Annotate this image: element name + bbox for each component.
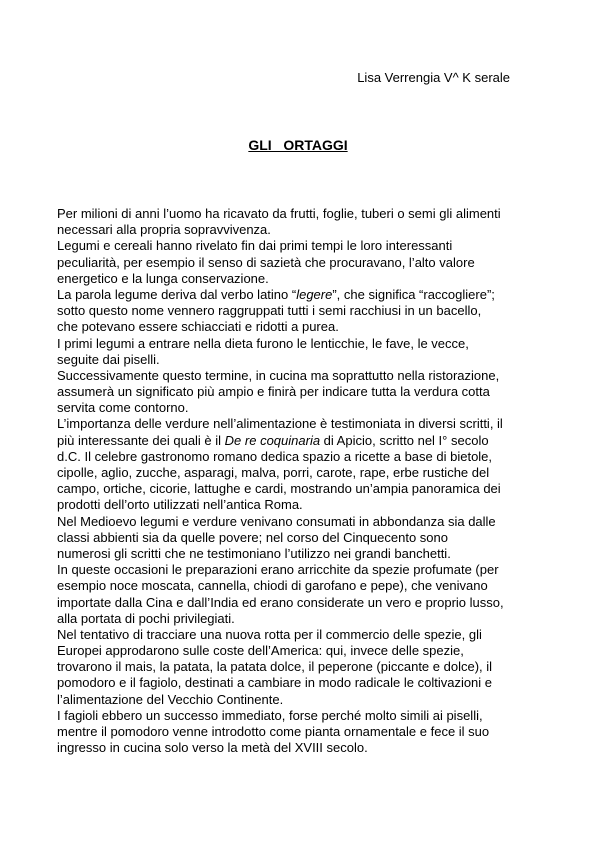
text-line (57, 708, 557, 724)
text-segment: sotto questo nome vennero raggruppati tutti i semi racchiusi in un bacello, (57, 303, 482, 319)
text-segment: alla portata di pochi privilegiati. (57, 610, 235, 626)
text-segment: ”, che significa “raccogliere”; (332, 286, 495, 302)
text-line (57, 271, 557, 287)
text-segment: classi abbienti sia da quelle povere; nel corso del Cinquecento sono (57, 529, 448, 545)
text-line (57, 465, 557, 481)
text-segment: assumerà un significato più ampio e finirà per indicare tutta la verdura cotta (57, 384, 490, 400)
text-line (57, 400, 557, 416)
text-line (57, 336, 557, 352)
author-line: Lisa Verrengia V^ K serale (357, 70, 510, 85)
text-segment: I fagioli ebbero un successo immediato, forse perché molto simili ai piselli, (57, 707, 483, 723)
text-line (57, 562, 557, 578)
text-segment: campo, ortiche, cicorie, lattughe e cardi, mostrando un’ampia panoramica dei (57, 481, 501, 497)
document-title: GLI ORTAGGI (248, 137, 348, 153)
text-segment: In queste occasioni le preparazioni erano arricchite da spezie profumate (per (57, 562, 499, 578)
text-line (57, 481, 557, 497)
text-segment: Legumi e cereali hanno rivelato fin dai primi tempi le loro interessanti (57, 238, 453, 254)
text-line (57, 497, 557, 513)
text-segment: energetico e la lunga conservazione. (57, 270, 269, 286)
text-segment: esempio noce moscata, cannella, chiodi di garofano e pepe), che venivano (57, 578, 488, 594)
text-segment: di Apicio, scritto nel I° secolo (320, 432, 489, 448)
text-line (57, 611, 557, 627)
text-segment: Europei approdarono sulle coste dell’America: qui, invece delle spezie, (57, 643, 464, 659)
text-line (57, 287, 557, 303)
text-line (57, 514, 557, 530)
text-segment: numerosi gli scritti che ne testimoniano l’utilizzo nei grandi banchetti. (57, 545, 451, 561)
text-segment: La parola legume deriva dal verbo latino “ (57, 286, 297, 302)
text-segment: Nel tentativo di tracciare una nuova rotta per il commercio delle spezie, gli (57, 626, 482, 642)
text-line (57, 595, 557, 611)
text-segment: mentre il pomodoro venne introdotto come pianta ornamentale e fece il suo (57, 724, 490, 739)
text-line (57, 578, 557, 594)
text-line (57, 352, 557, 368)
text-line (57, 255, 557, 271)
text-line (57, 530, 557, 546)
text-line (57, 546, 557, 562)
text-segment: ingresso in cucina solo verso la metà del XVIII secolo. (57, 740, 368, 756)
text-line (57, 222, 557, 238)
text-line (57, 238, 557, 254)
text-line (57, 675, 557, 691)
text-segment: l’alimentazione del Vecchio Continente. (57, 691, 284, 707)
text-segment: che potevano essere schiacciati e ridotti a purea. (57, 319, 339, 335)
text-segment: Per milioni di anni l’uomo ha ricavato da frutti, foglie, tuberi o semi gli alimenti (57, 206, 501, 221)
text-line (57, 740, 557, 756)
text-segment: necessari alla propria sopravvivenza. (57, 222, 271, 238)
text-segment: seguite dai piselli. (57, 351, 160, 367)
text-segment: importate dalla Cina e dall’India ed erano considerate un vero e proprio lusso, (57, 594, 504, 610)
text-line (57, 659, 557, 675)
text-line (57, 643, 557, 659)
text-line (57, 384, 557, 400)
italic-book-title: De re coquinaria (224, 432, 321, 448)
text-segment: servita come contorno. (57, 400, 189, 416)
text-line (57, 433, 557, 449)
text-segment: I primi legumi a entrare nella dieta furono le lenticchie, le fave, le vecce, (57, 335, 469, 351)
text-segment: trovarono il mais, la patata, la patata dolce, il peperone (piccante e dolce), il (57, 659, 493, 675)
text-line (57, 319, 557, 335)
text-line (57, 368, 557, 384)
text-segment: prodotti dell’orto utilizzati nell’antica Roma. (57, 497, 303, 513)
text-line (57, 724, 557, 740)
text-segment: Successivamente questo termine, in cucina ma soprattutto nella ristorazione, (57, 367, 500, 383)
text-line (57, 692, 557, 708)
text-line (57, 416, 557, 432)
text-segment: pomodoro e il fagiolo, destinati a cambiare in modo radicale le coltivazioni e (57, 675, 493, 691)
text-segment: cipolle, aglio, zucche, asparagi, malva, porri, carote, rape, erbe rustiche del (57, 465, 490, 480)
text-segment: L’importanza delle verdure nell’alimentazione è testimoniata in diversi scritti, il (57, 416, 503, 432)
text-segment: più interessante dei quali è il (57, 432, 225, 448)
text-segment: d.C. Il celebre gastronomo romano dedica spazio a ricette a base di bietole, (57, 448, 493, 464)
body-text (57, 206, 557, 756)
text-line (57, 303, 557, 319)
text-segment: peculiarità, per esempio il senso di sazietà che procuravano, l’alto valore (57, 254, 475, 270)
text-line (57, 449, 557, 465)
text-segment: Nel Medioevo legumi e verdure venivano consumati in abbondanza sia dalle (57, 513, 496, 529)
text-line (57, 627, 557, 643)
italic-term: legere (296, 286, 333, 302)
text-line (57, 206, 557, 222)
